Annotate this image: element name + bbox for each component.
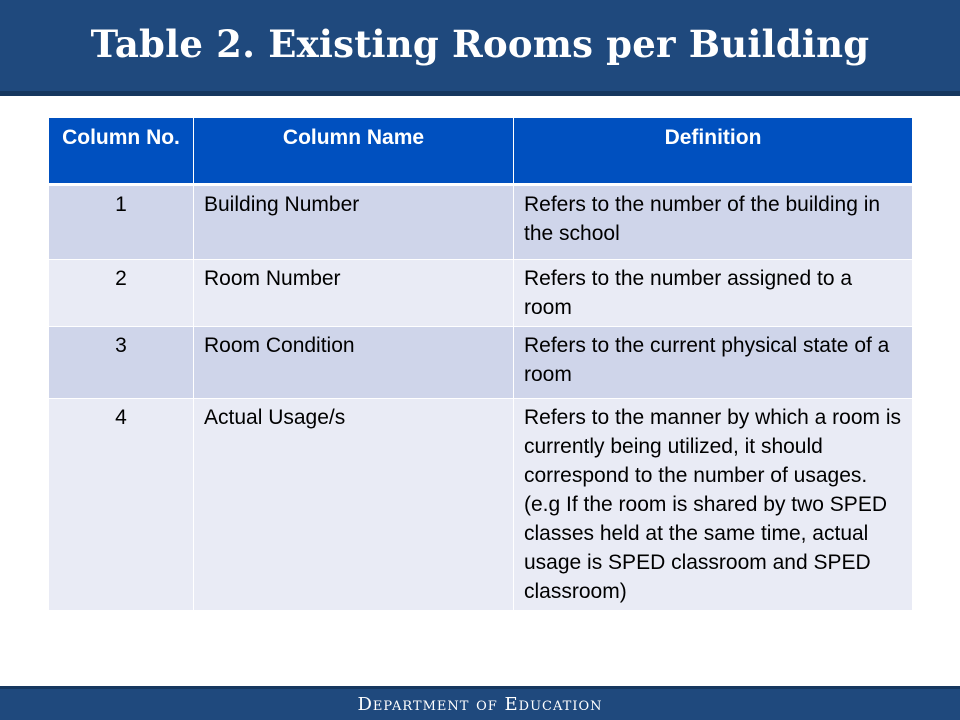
header-column-name: Column Name — [194, 118, 514, 185]
header-definition: Definition — [514, 118, 913, 185]
row-column-name: Room Condition — [194, 327, 514, 399]
row-definition: Refers to the manner by which a room is currently being utilized, it should correspond to the number of usages. (e.g If the room is shared by two SPED classes held at the same time, actual usage is SPED classroom and SPED classroom) — [514, 399, 913, 611]
row-number: 3 — [49, 327, 194, 399]
row-number: 2 — [49, 260, 194, 327]
table-header-row — [49, 118, 913, 185]
header-column-no: Column No. — [49, 118, 194, 185]
row-definition: Refers to the number of the building in the school — [514, 185, 913, 260]
row-column-name: Building Number — [194, 185, 514, 260]
title-bar — [0, 0, 960, 96]
slide-title: Table 2. Existing Rooms per Building — [90, 21, 870, 66]
row-column-name: Actual Usage/s — [194, 399, 514, 611]
table-row — [49, 327, 913, 399]
row-definition: Refers to the number assigned to a room — [514, 260, 913, 327]
table-row — [49, 185, 913, 260]
footer-bar — [0, 686, 960, 720]
table-row — [49, 399, 913, 611]
footer-label: Department of Education — [357, 694, 603, 715]
row-definition: Refers to the current physical state of a room — [514, 327, 913, 399]
definitions-table — [48, 117, 913, 611]
row-column-name: Room Number — [194, 260, 514, 327]
row-number: 1 — [49, 185, 194, 260]
table-row — [49, 260, 913, 327]
row-number: 4 — [49, 399, 194, 611]
